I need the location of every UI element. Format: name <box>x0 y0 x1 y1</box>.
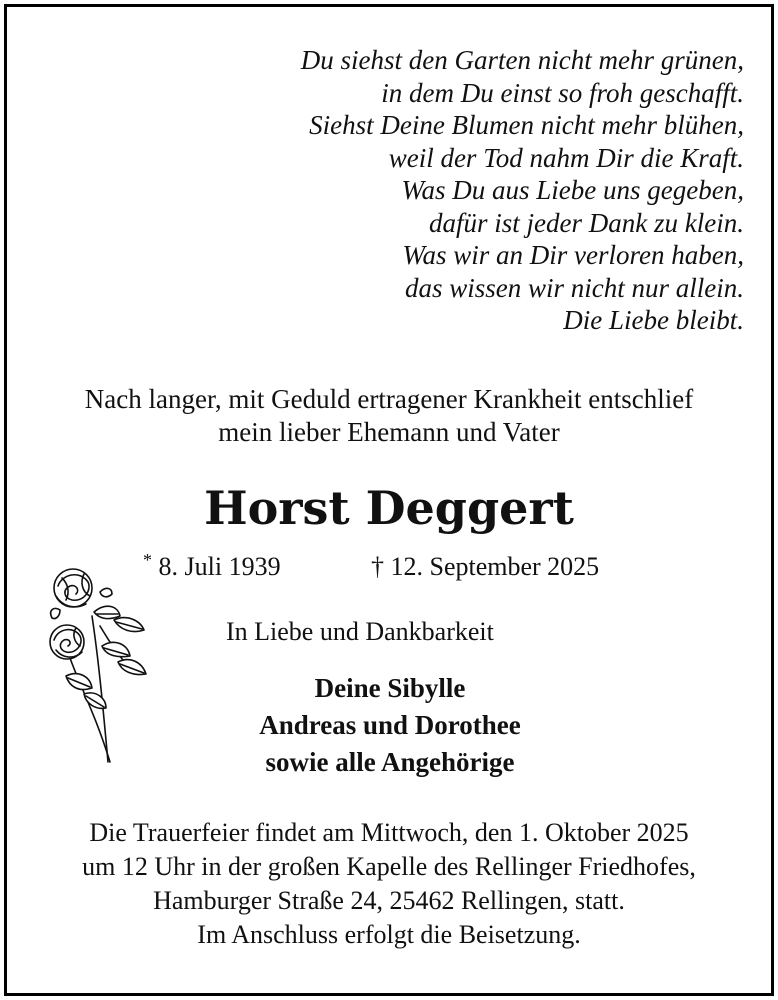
poem-line: Die Liebe bleibt. <box>563 305 744 335</box>
poem-line: dafür ist jeder Dank zu klein. <box>429 207 744 238</box>
service-line: Die Trauerfeier findet am Mittwoch, den 1. Oktober 2025 <box>89 818 689 847</box>
poem-line: in dem Du einst so froh geschafft. <box>381 77 744 108</box>
poem-line: Siehst Deine Blumen nicht mehr blühen, <box>309 110 744 140</box>
family-signature <box>145 670 635 781</box>
poem-line: weil der Tod nahm Dir die Kraft. <box>388 142 744 173</box>
family-line: Deine Sibylle <box>314 673 466 703</box>
birth-date <box>143 552 281 582</box>
poem-line: das wissen wir nicht nur allein. <box>404 272 744 303</box>
death-symbol: † <box>371 552 384 581</box>
poem-line: Was Du aus Liebe uns gegeben, <box>401 175 744 205</box>
family-line: sowie alle Angehörige <box>265 747 515 777</box>
dedication-text: In Liebe und Dankbarkeit <box>226 617 494 646</box>
poem-line: Du siehst den Garten nicht mehr grünen, <box>300 45 744 75</box>
service-line: Im Anschluss erfolgt die Beisetzung. <box>197 920 581 949</box>
service-info <box>0 816 778 952</box>
poem <box>301 44 744 337</box>
deceased-name: Horst Deggert <box>204 481 574 535</box>
birth-symbol: * <box>143 550 152 570</box>
birth-date-text: 8. Juli 1939 <box>158 552 281 581</box>
intro-line-1: Nach langer, mit Geduld ertragener Krankheit entschlief <box>84 384 694 414</box>
death-date-text: 12. September 2025 <box>390 552 600 581</box>
family-line: Andreas und Dorothee <box>259 710 521 740</box>
poem-line: Was wir an Dir verloren haben, <box>402 240 744 270</box>
death-date <box>371 552 599 582</box>
rose-icon <box>40 566 155 771</box>
intro-line-2: mein lieber Ehemann und Vater <box>218 417 560 447</box>
service-line: Hamburger Straße 24, 25462 Rellingen, statt. <box>153 886 625 915</box>
service-line: um 12 Uhr in der großen Kapelle des Rellinger Friedhofes, <box>82 852 696 881</box>
intro-text <box>0 383 778 449</box>
